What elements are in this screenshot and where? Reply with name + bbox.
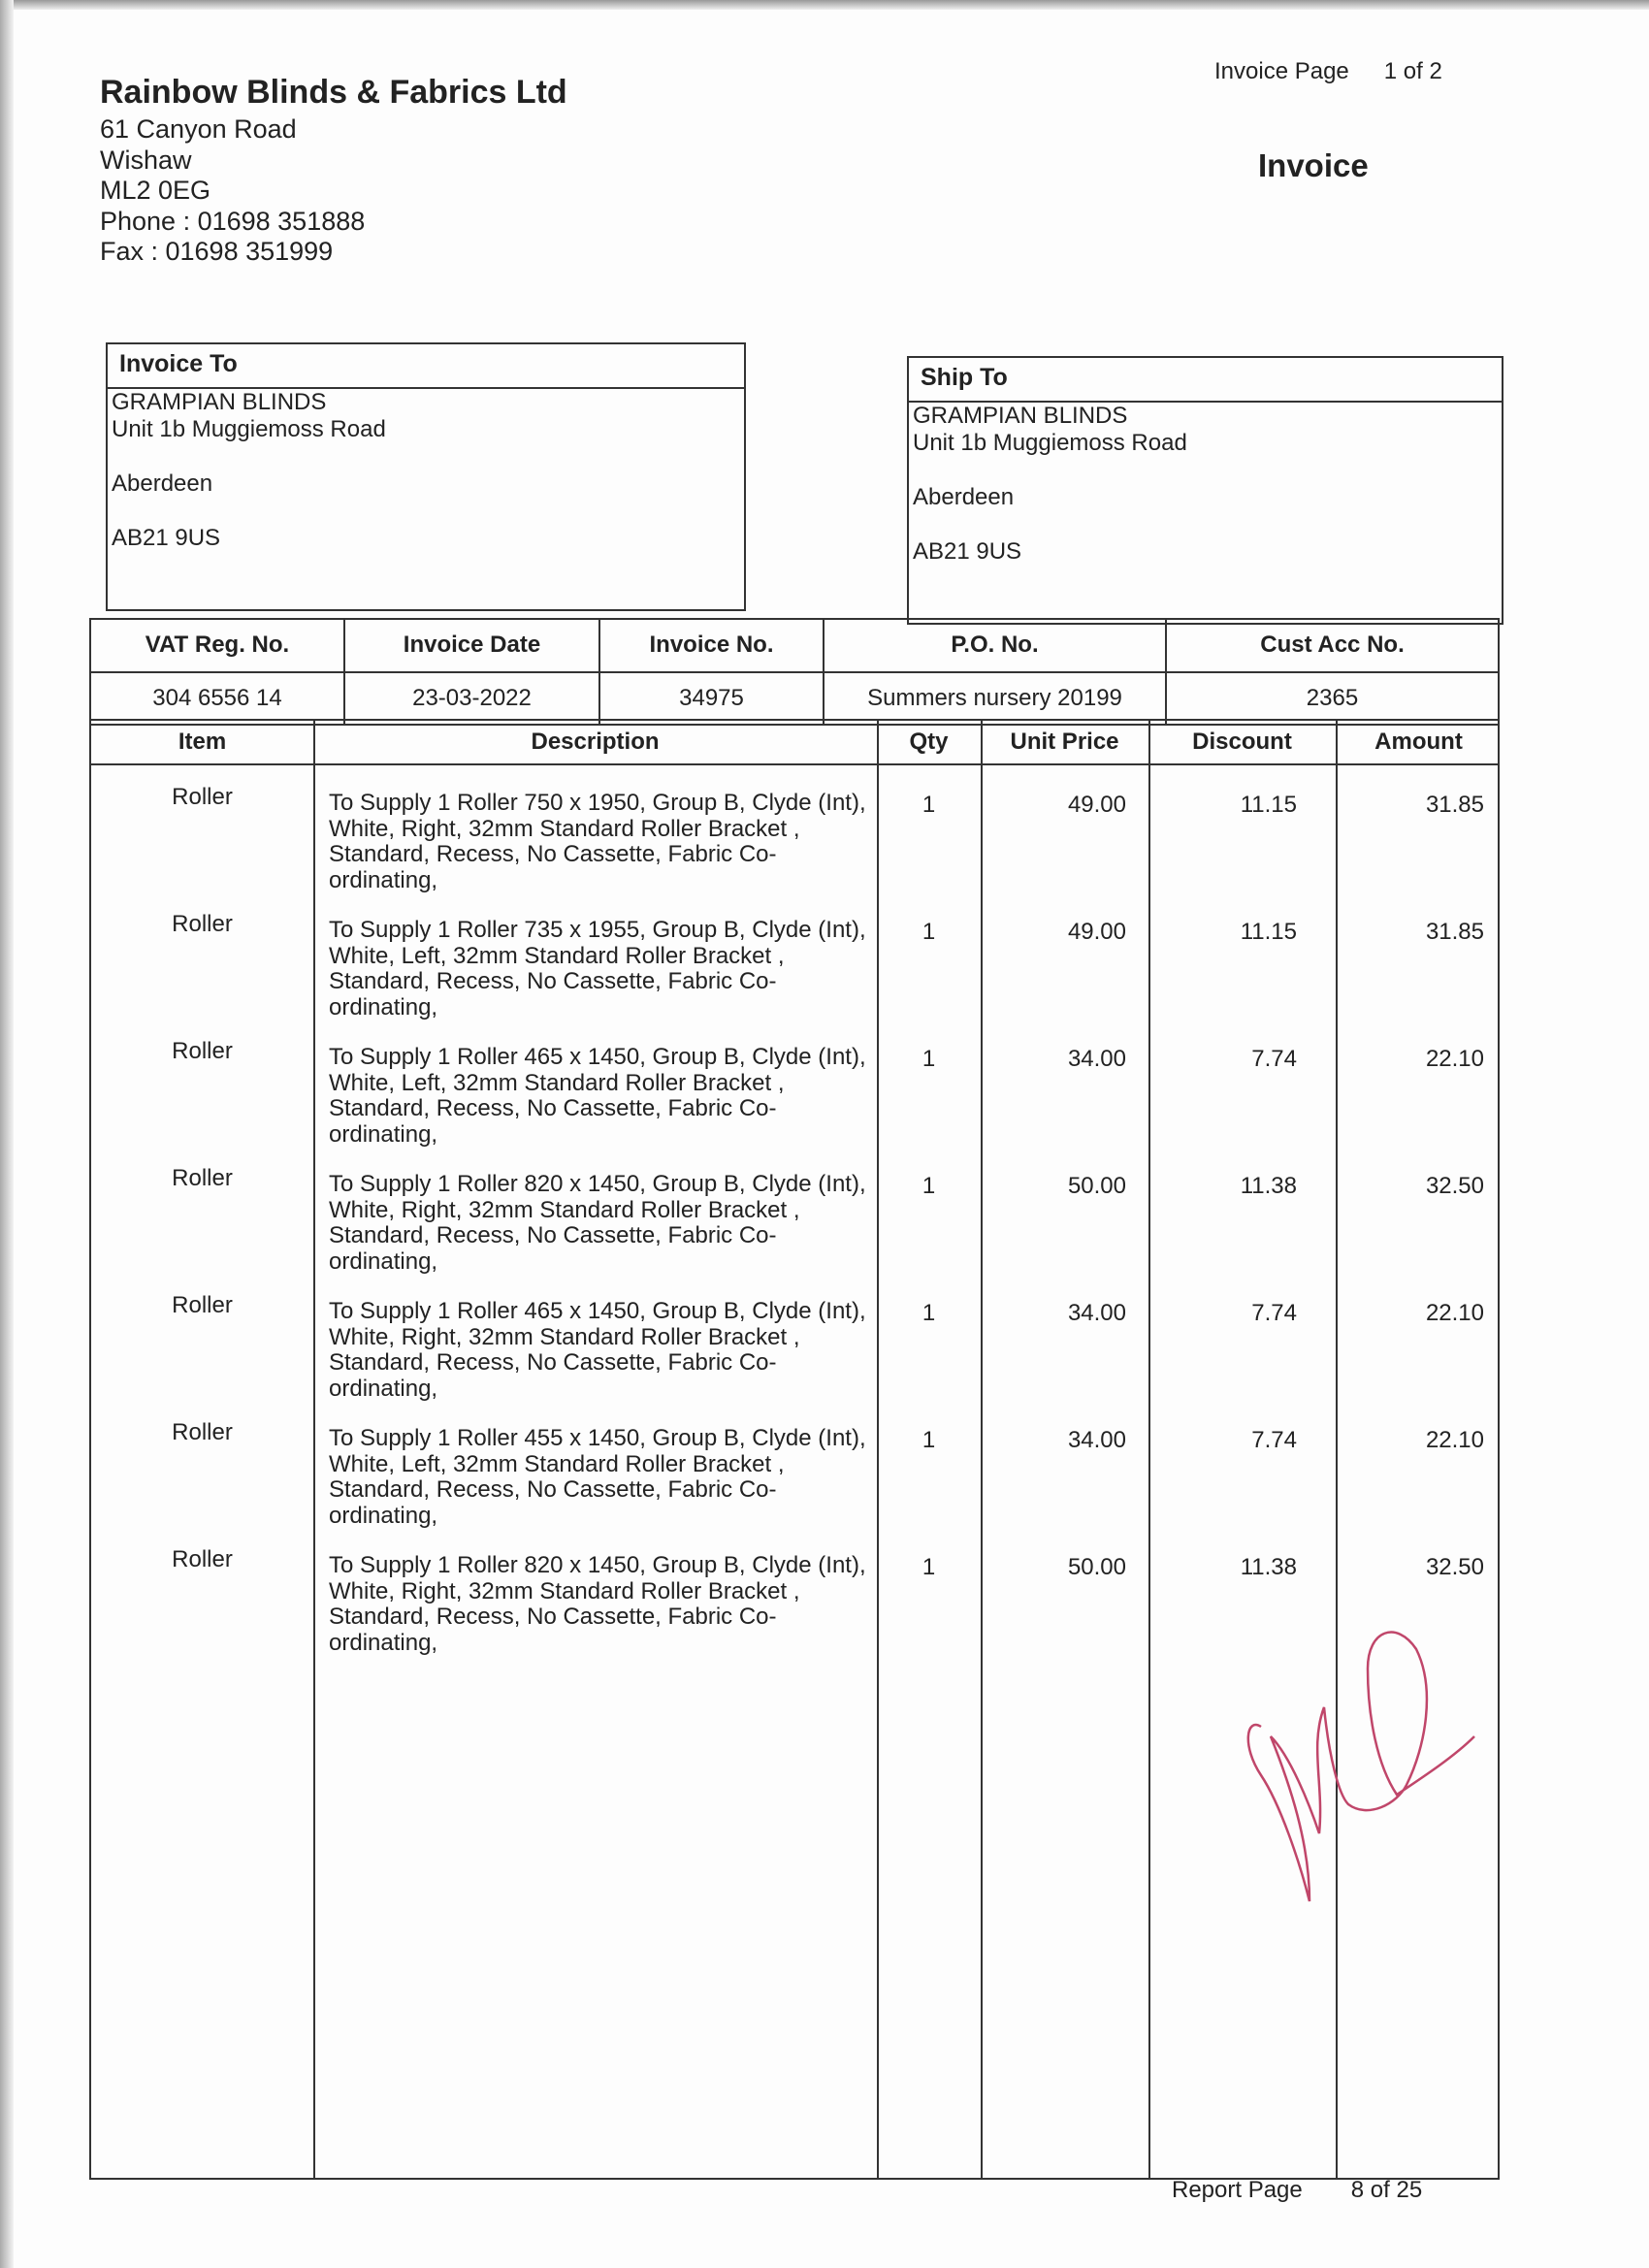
table-row [91, 1166, 1498, 1293]
unit-price-cell: 34.00 [1067, 1046, 1126, 1072]
invoice-to-heading: Invoice To [108, 344, 744, 389]
discount-cell: 11.15 [1240, 792, 1297, 818]
ship-to-box [907, 356, 1504, 625]
line: AB21 9US [112, 525, 221, 551]
signature-stroke [1248, 1633, 1474, 1901]
page-value: 1 of 2 [1383, 58, 1442, 84]
header-unit-price: Unit Price [1010, 729, 1119, 755]
description-cell: To Supply 1 Roller 735 x 1955, Group B, Clyde (Int), White, Left, 32mm Standard Roller Bracket , Standard, Recess, No Cassette, Fabric Co-ordinating, [329, 917, 866, 1021]
cust-acc-header: Cust Acc No. [1166, 619, 1499, 672]
unit-price-cell: 34.00 [1067, 1427, 1126, 1453]
line-items-table [89, 719, 1500, 2180]
item-cell: Roller [172, 784, 233, 810]
invoice-no-value: 34975 [599, 672, 824, 726]
company-address [100, 114, 365, 268]
line: GRAMPIAN BLINDS [112, 389, 327, 415]
line: Unit 1b Muggiemoss Road [913, 430, 1187, 456]
phone: Phone : 01698 351888 [100, 206, 366, 236]
table-row [91, 912, 1498, 1039]
line: AB21 9US [913, 538, 1022, 565]
unit-price-cell: 50.00 [1067, 1554, 1126, 1580]
description-cell: To Supply 1 Roller 465 x 1450, Group B, Clyde (Int), White, Left, 32mm Standard Roller Bracket , Standard, Recess, No Cassette, Fabric Co-ordinating, [329, 1044, 866, 1148]
discount-cell: 11.38 [1240, 1173, 1297, 1199]
blank-line [909, 457, 1502, 484]
header-divider [91, 763, 1498, 765]
header-description: Description [531, 729, 660, 755]
item-cell: Roller [172, 1038, 233, 1064]
table-row [91, 1039, 1498, 1166]
fax: Fax : 01698 351999 [100, 237, 334, 266]
invoice-to-box [106, 342, 746, 611]
header-qty: Qty [909, 729, 949, 755]
blank-line [108, 443, 744, 470]
qty-cell: 1 [922, 792, 936, 818]
invoice-page-info [1214, 58, 1477, 85]
item-cell: Roller [172, 1419, 233, 1445]
table-row [91, 1293, 1498, 1420]
po-header: P.O. No. [824, 619, 1166, 672]
unit-price-cell: 34.00 [1067, 1300, 1126, 1326]
invoice-info-table [89, 618, 1500, 726]
vat-value: 304 6556 14 [90, 672, 344, 726]
report-page-value: 8 of 25 [1350, 2177, 1423, 2203]
company-name: Rainbow Blinds & Fabrics Ltd [100, 74, 567, 111]
address-line: 61 Canyon Road [100, 114, 297, 144]
item-cell: Roller [172, 1292, 233, 1318]
amount-cell: 32.50 [1425, 1554, 1484, 1580]
item-cell: Roller [172, 1165, 233, 1191]
unit-price-cell: 49.00 [1067, 792, 1126, 818]
vat-header: VAT Reg. No. [90, 619, 344, 672]
address-line: ML2 0EG [100, 176, 211, 205]
line: Aberdeen [112, 470, 213, 497]
report-page-info [1172, 2177, 1471, 2204]
amount-cell: 22.10 [1425, 1046, 1484, 1072]
blank-line [108, 498, 744, 525]
description-cell: To Supply 1 Roller 465 x 1450, Group B, Clyde (Int), White, Right, 32mm Standard Roller Bracket , Standard, Recess, No Cassette, Fabric Co-ordinating, [329, 1298, 866, 1402]
qty-cell: 1 [922, 1300, 936, 1326]
invoice-no-header: Invoice No. [599, 619, 824, 672]
amount-cell: 31.85 [1425, 919, 1484, 945]
header-discount: Discount [1192, 729, 1292, 755]
scan-edge-left [0, 0, 14, 2268]
ship-to-heading: Ship To [909, 358, 1502, 403]
line: Unit 1b Muggiemoss Road [112, 416, 386, 442]
page-label: Invoice Page [1214, 58, 1349, 84]
unit-price-cell: 50.00 [1067, 1173, 1126, 1199]
document-title: Invoice [1258, 147, 1369, 183]
table-row [91, 1420, 1498, 1547]
amount-cell: 32.50 [1425, 1173, 1484, 1199]
discount-cell: 7.74 [1251, 1046, 1297, 1072]
qty-cell: 1 [922, 919, 936, 945]
header-item: Item [178, 729, 227, 755]
table-row [91, 785, 1498, 912]
item-cell: Roller [172, 911, 233, 937]
item-cell: Roller [172, 1546, 233, 1572]
cust-acc-value: 2365 [1166, 672, 1499, 726]
discount-cell: 7.74 [1251, 1300, 1297, 1326]
po-value: Summers nursery 20199 [824, 672, 1166, 726]
amount-cell: 31.85 [1425, 792, 1484, 818]
description-cell: To Supply 1 Roller 750 x 1950, Group B, Clyde (Int), White, Right, 32mm Standard Roller Bracket , Standard, Recess, No Cassette, Fabric Co-ordinating, [329, 790, 866, 893]
blank-line [909, 511, 1502, 538]
amount-cell: 22.10 [1425, 1427, 1484, 1453]
handwritten-signature [1232, 1610, 1494, 1921]
description-cell: To Supply 1 Roller 820 x 1450, Group B, Clyde (Int), White, Right, 32mm Standard Roller Bracket , Standard, Recess, No Cassette, Fabric Co-ordinating, [329, 1552, 866, 1656]
scan-edge-top [0, 0, 1649, 10]
qty-cell: 1 [922, 1427, 936, 1453]
discount-cell: 7.74 [1251, 1427, 1297, 1453]
line: Aberdeen [913, 484, 1015, 510]
date-value: 23-03-2022 [344, 672, 599, 726]
unit-price-cell: 49.00 [1067, 919, 1126, 945]
header-amount: Amount [1374, 729, 1463, 755]
discount-cell: 11.15 [1240, 919, 1297, 945]
description-cell: To Supply 1 Roller 820 x 1450, Group B, Clyde (Int), White, Right, 32mm Standard Roller Bracket , Standard, Recess, No Cassette, Fabric Co-ordinating, [329, 1171, 866, 1275]
qty-cell: 1 [922, 1173, 936, 1199]
line: GRAMPIAN BLINDS [913, 403, 1128, 429]
description-cell: To Supply 1 Roller 455 x 1450, Group B, Clyde (Int), White, Left, 32mm Standard Roller Bracket , Standard, Recess, No Cassette, Fabric Co-ordinating, [329, 1425, 866, 1529]
qty-cell: 1 [922, 1554, 936, 1580]
discount-cell: 11.38 [1240, 1554, 1297, 1580]
qty-cell: 1 [922, 1046, 936, 1072]
report-page-label: Report Page [1172, 2177, 1303, 2203]
amount-cell: 22.10 [1425, 1300, 1484, 1326]
address-line: Wishaw [100, 145, 192, 175]
date-header: Invoice Date [344, 619, 599, 672]
